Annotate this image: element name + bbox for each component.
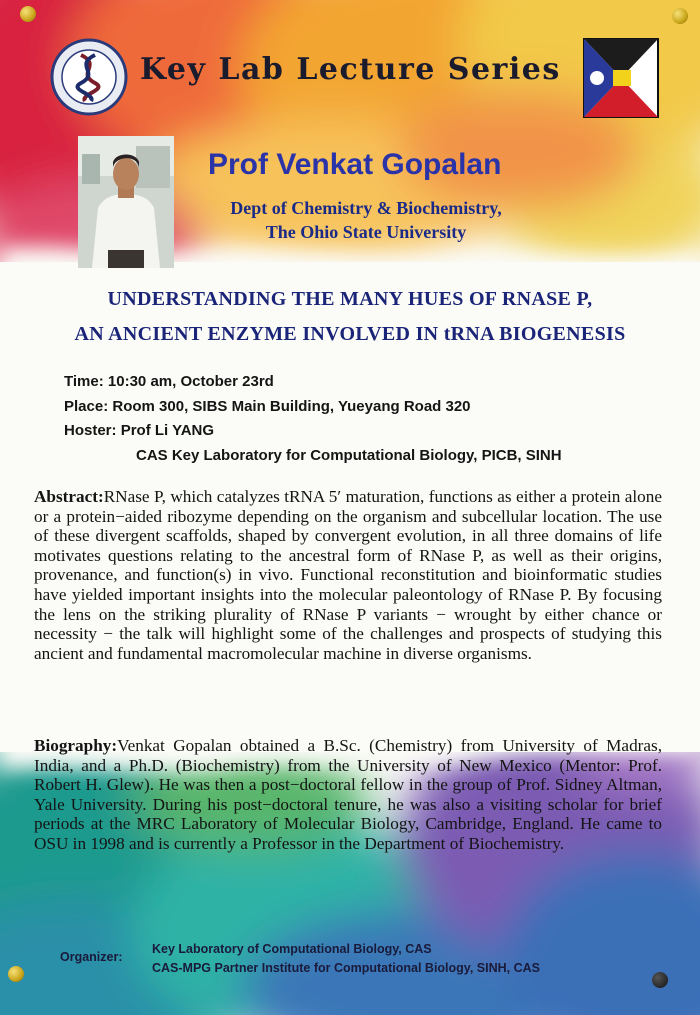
place-row xyxy=(64,395,664,420)
place-value: Room 300, SIBS Main Building, Yueyang Road 320 xyxy=(112,397,471,415)
event-details xyxy=(64,370,664,468)
hoster-value: Prof Li YANG xyxy=(120,422,215,439)
organizer-line: Key Laboratory of Computational Biology, CAS xyxy=(152,942,432,956)
hoster-label: Hoster: xyxy=(64,422,117,439)
talk-title-line: AN ANCIENT ENZYME INVOLVED IN tRNA BIOGENESIS xyxy=(74,323,626,345)
speaker-department: Dept of Chemistry & Biochemistry, xyxy=(230,198,502,218)
abstract-text: RNase P, which catalyzes tRNA 5′ maturation, functions as either a protein alone or a protein−aided ribozyme depending on the organism and subcellular location. The use of these divergent scaffolds, shaped by convergent evolution, in all three domains of life motivates questions relating to the ancestral form of RNase P, as well as their origins, provenance, and function(s) in vivo. Functional reconstitution and bioinformatic studies have yielded important insights into the molecular paleontology of RNase P. By focusing the lens on the striking plurality of RNase P variants − wrought by either chance or necessity − the talk will highlight some of the challenges and prospects of studying this ancient and fundamental macromolecular machine in diverse organisms. xyxy=(34,487,662,663)
biography-section xyxy=(34,736,662,854)
abstract-label: Abstract: xyxy=(34,487,104,506)
biography-text: Venkat Gopalan obtained a B.Sc. (Chemistry) from University of Madras, India, and a Ph.D. (Biochemistry) from the University of New Mexico (Mentor: Prof. Robert H. Glew). He was then a post−doctoral fellow in the group of Prof. Sidney Altman, Yale University. During his post−doctoral tenure, he was also a visiting scholar for brief periods at the MRC Laboratory of Molecular Biology, Cambridge, England. He came to OSU in 1998 and is currently a Professor in the Department of Biochemistry. xyxy=(34,736,662,853)
key-lab-logo-icon xyxy=(50,38,128,116)
speaker-affiliation xyxy=(196,196,536,244)
thumbtack-icon xyxy=(672,8,688,24)
abstract-section xyxy=(34,487,662,663)
organizer-line: CAS-MPG Partner Institute for Computational Biology, SINH, CAS xyxy=(152,961,540,975)
time-label: Time: xyxy=(64,373,104,390)
institute-logo-icon xyxy=(583,38,659,118)
hoster-affiliation: CAS Key Laboratory for Computational Biology, PICB, SINH xyxy=(136,446,562,464)
organizer-names xyxy=(152,940,540,978)
organizer-label: Organizer: xyxy=(60,950,123,964)
lecture-series-title: Key Lab Lecture Series xyxy=(140,52,561,87)
time-value: 10:30 am, October 23rd xyxy=(107,373,274,390)
place-label: Place: xyxy=(64,397,109,415)
thumbtack-icon xyxy=(8,966,24,982)
thumbtack-icon xyxy=(20,6,36,22)
talk-title-line: UNDERSTANDING THE MANY HUES OF RNASE P, xyxy=(107,288,593,310)
speaker-name: Prof Venkat Gopalan xyxy=(208,148,502,181)
time-row xyxy=(64,370,664,395)
talk-title xyxy=(20,282,680,352)
hoster-row xyxy=(64,419,664,444)
speaker-university: The Ohio State University xyxy=(265,222,467,242)
speaker-photo xyxy=(78,136,174,268)
thumbtack-icon xyxy=(652,972,668,988)
biography-label: Biography: xyxy=(34,736,118,755)
